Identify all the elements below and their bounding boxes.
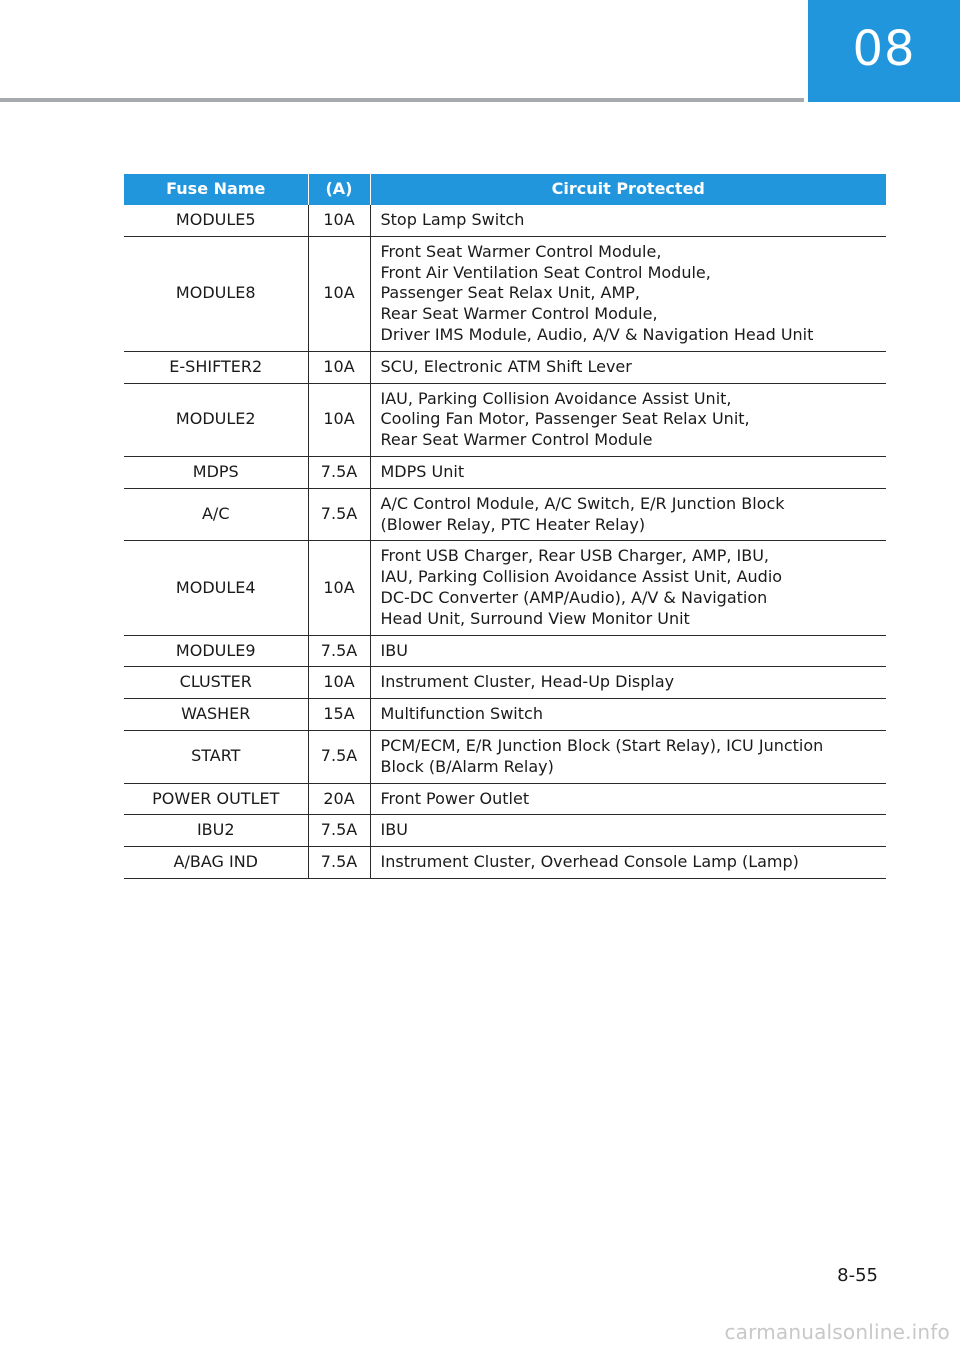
circuit-line: Driver IMS Module, Audio, A/V & Navigation Head Unit (380, 324, 814, 344)
fuse-name-cell: A/BAG IND (124, 847, 308, 879)
table-row (124, 236, 886, 351)
circuit-line: A/C Control Module, A/C Switch, E/R Junction Block (380, 493, 785, 513)
amperage-cell: 10A (308, 351, 370, 383)
amperage-cell: 7.5A (308, 635, 370, 667)
circuit-line: Head Unit, Surround View Monitor Unit (380, 608, 690, 628)
amperage-cell: 7.5A (308, 847, 370, 879)
fuse-table (124, 174, 886, 879)
circuit-protected-cell (370, 847, 886, 879)
page-number: 8-55 (837, 1265, 878, 1286)
circuit-line: Cooling Fan Motor, Passenger Seat Relax Unit, (380, 409, 750, 429)
header-fuse-name: Fuse Name (124, 174, 308, 205)
fuse-name-cell: CLUSTER (124, 667, 308, 699)
table-row (124, 456, 886, 488)
amperage-cell: 10A (308, 383, 370, 456)
circuit-line: Front USB Charger, Rear USB Charger, AMP, IBU, (380, 546, 770, 566)
amperage-cell: 7.5A (308, 730, 370, 783)
circuit-protected-cell (370, 815, 886, 847)
fuse-name-cell: MODULE8 (124, 236, 308, 351)
circuit-protected-cell (370, 383, 886, 456)
circuit-line: Front Air Ventilation Seat Control Module, (380, 262, 711, 282)
fuse-name-cell: WASHER (124, 699, 308, 731)
circuit-line: Front Seat Warmer Control Module, (380, 241, 662, 261)
table-row (124, 730, 886, 783)
header-circuit-protected: Circuit Protected (370, 174, 886, 205)
table-body (124, 205, 886, 878)
table-row (124, 635, 886, 667)
circuit-protected-cell (370, 205, 886, 236)
circuit-line: Rear Seat Warmer Control Module, (380, 304, 658, 324)
circuit-line: IBU (380, 820, 408, 840)
amperage-cell: 15A (308, 699, 370, 731)
circuit-protected-cell (370, 456, 886, 488)
circuit-line: Front Power Outlet (380, 788, 530, 808)
circuit-protected-cell (370, 488, 886, 541)
fuse-name-cell: A/C (124, 488, 308, 541)
table-header-row (124, 174, 886, 205)
circuit-line: Rear Seat Warmer Control Module (380, 430, 653, 450)
circuit-protected-cell (370, 783, 886, 815)
amperage-cell: 10A (308, 541, 370, 635)
circuit-line: Passenger Seat Relax Unit, AMP, (380, 283, 640, 303)
circuit-protected-cell (370, 667, 886, 699)
amperage-cell: 10A (308, 667, 370, 699)
fuse-name-cell: MDPS (124, 456, 308, 488)
circuit-line: MDPS Unit (380, 461, 465, 481)
fuse-name-cell: MODULE4 (124, 541, 308, 635)
fuse-name-cell: E-SHIFTER2 (124, 351, 308, 383)
circuit-line: IBU (380, 640, 408, 660)
chapter-number: 08 (852, 21, 916, 77)
amperage-cell: 10A (308, 205, 370, 236)
circuit-line: IAU, Parking Collision Avoidance Assist Unit, (380, 388, 732, 408)
fuse-name-cell: MODULE2 (124, 383, 308, 456)
circuit-protected-cell (370, 236, 886, 351)
amperage-cell: 20A (308, 783, 370, 815)
amperage-cell: 7.5A (308, 488, 370, 541)
watermark: carmanualsonline.info (724, 1320, 950, 1344)
fuse-name-cell: START (124, 730, 308, 783)
table-row (124, 667, 886, 699)
amperage-cell: 10A (308, 236, 370, 351)
header-amperage: (A) (308, 174, 370, 205)
circuit-line: (Blower Relay, PTC Heater Relay) (380, 514, 646, 534)
amperage-cell: 7.5A (308, 456, 370, 488)
fuse-name-cell: POWER OUTLET (124, 783, 308, 815)
amperage-cell: 7.5A (308, 815, 370, 847)
table-row (124, 815, 886, 847)
circuit-line: Multifunction Switch (380, 704, 543, 724)
table-row (124, 205, 886, 236)
circuit-line: DC-DC Converter (AMP/Audio), A/V & Navigation (380, 587, 768, 607)
fuse-name-cell: MODULE9 (124, 635, 308, 667)
circuit-protected-cell (370, 699, 886, 731)
circuit-line: IAU, Parking Collision Avoidance Assist Unit, Audio (380, 567, 783, 587)
table-row (124, 847, 886, 879)
circuit-line: Block (B/Alarm Relay) (380, 756, 554, 776)
table-row (124, 783, 886, 815)
fuse-name-cell: MODULE5 (124, 205, 308, 236)
circuit-protected-cell (370, 635, 886, 667)
circuit-line: Instrument Cluster, Overhead Console Lamp (Lamp) (380, 852, 799, 872)
circuit-protected-cell (370, 351, 886, 383)
table-row (124, 488, 886, 541)
circuit-line: SCU, Electronic ATM Shift Lever (380, 356, 632, 376)
table-row (124, 351, 886, 383)
chapter-tab (808, 0, 960, 102)
fuse-name-cell: IBU2 (124, 815, 308, 847)
table-row (124, 541, 886, 635)
circuit-line: Stop Lamp Switch (380, 210, 525, 229)
circuit-protected-cell (370, 730, 886, 783)
circuit-protected-cell (370, 541, 886, 635)
circuit-line: Instrument Cluster, Head-Up Display (380, 672, 675, 692)
table-row (124, 699, 886, 731)
table-row (124, 383, 886, 456)
circuit-line: PCM/ECM, E/R Junction Block (Start Relay), ICU Junction (380, 735, 824, 755)
header-rule (0, 98, 804, 102)
